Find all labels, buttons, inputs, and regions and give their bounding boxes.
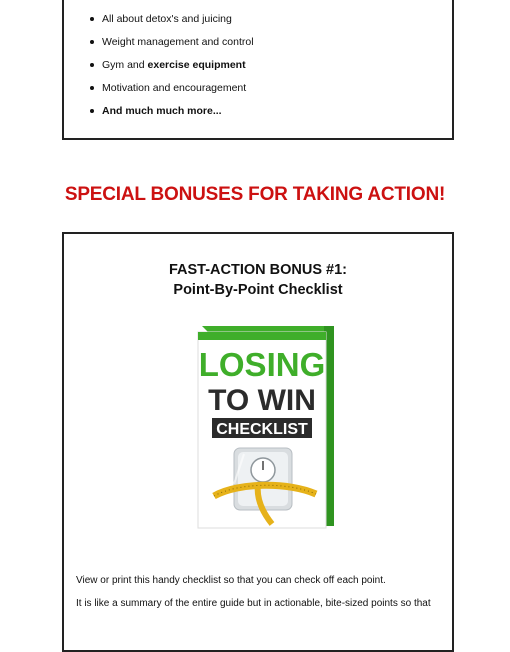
- list-item: And much much more...: [88, 104, 222, 118]
- list-item: Gym and exercise equipment: [88, 58, 246, 72]
- cover-title-line1: LOSING: [198, 346, 326, 383]
- cover-title-line3: CHECKLIST: [216, 421, 308, 438]
- list-item: Weight management and control: [88, 35, 254, 49]
- bonus-title-line2: Point-By-Point Checklist: [173, 282, 343, 298]
- list-item: All about detox's and juicing: [88, 12, 232, 26]
- bonus-paragraph-2: It is like a summary of the entire guide but in actionable, bite-sized points so that: [76, 598, 431, 609]
- bonus-paragraph-1: View or print this handy checklist so that you can check off each point.: [76, 575, 386, 586]
- bonus-box: [62, 232, 454, 652]
- features-box: [62, 0, 454, 140]
- checklist-ebook-cover: [194, 324, 336, 530]
- list-item: Motivation and encouragement: [88, 81, 246, 95]
- cover-title-line2: TO WIN: [208, 384, 316, 417]
- bonus-title-line1: FAST-ACTION BONUS #1:: [168, 262, 348, 278]
- bathroom-scale-icon: [234, 448, 292, 510]
- bonus-title: [64, 260, 452, 300]
- bonuses-heading: SPECIAL BONUSES FOR TAKING ACTION!: [64, 184, 446, 205]
